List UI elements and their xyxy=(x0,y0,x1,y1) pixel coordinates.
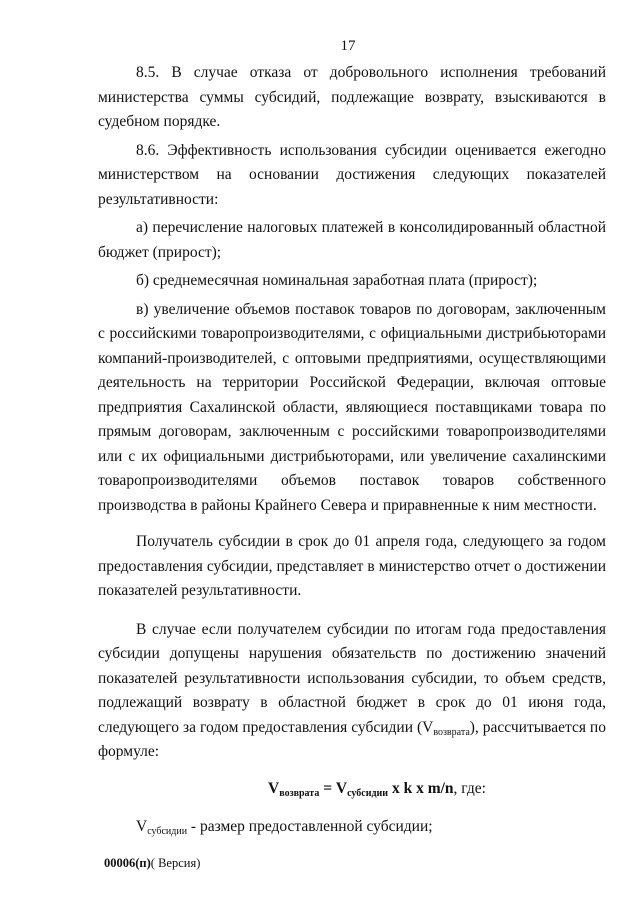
definition-sub: субсидии xyxy=(147,826,188,837)
formula-sub-subsidy: субсидии xyxy=(347,787,389,799)
definition-text: - размер предоставленной субсидии; xyxy=(187,818,433,835)
formula xyxy=(98,777,606,802)
definition-line xyxy=(98,815,606,840)
list-item-a: а) перечисление налоговых платежей в консолидированный областной бюджет (прирост); xyxy=(98,219,606,261)
page-number: 17 xyxy=(340,38,356,54)
paragraph-violation xyxy=(98,618,606,765)
formula-tail: , где: xyxy=(453,779,486,797)
formula-v: V xyxy=(268,779,280,797)
footer xyxy=(104,856,200,871)
violation-subscript: возврата xyxy=(433,726,470,738)
list-item-v: в) увеличение объемов поставок товаров по договорам, заключенным с российскими товаропроизводителями, с официальными дистрибьюторами компаний-производителей, с оптовыми предприятиями, осуществляющими деятельность на территории Российской Федерации, включая оптовые предприятия Сахалинской области, являющиеся поставщиками товара по прямым договорам, заключенным с российскими товаропроизводителями или с их официальными дистрибьюторами, или увеличение сахалинскими товаропроизводителями объемов поставок товаров собственного производства в районы Крайнего Севера и приравненные к ним местности. xyxy=(98,300,606,514)
footer-code: 00006(п) xyxy=(104,856,151,870)
formula-sub-return: возврата xyxy=(279,787,320,799)
footer-label: ( Версия) xyxy=(150,856,201,870)
violation-text-end: ), рассчитывается по формуле: xyxy=(98,718,606,760)
violation-text: В случае если получателем субсидии по итогам года предоставления субсидии допущены нарушения обязательств по достижению значений показателей результативности использования субсидии, то объем средств, подлежащий возврату в областной бюджет в срок до 01 июня года, следующего за годом предоставления субсидии (V xyxy=(98,620,606,736)
formula-rest: x k x m/n xyxy=(388,779,454,797)
paragraph-8-5: 8.5. В случае отказа от добровольного исполнения требований министерства суммы субсидий, подлежащие возврату, взыскиваются в судебном порядке. xyxy=(98,64,606,130)
paragraph-report: Получатель субсидии в срок до 01 апреля года, следующего за годом предоставления субсидии, представляет в министерство отчет о достижении показателей результативности. xyxy=(98,533,606,599)
paragraph-8-6: 8.6. Эффективность использования субсидии оценивается ежегодно министерством на основании достижения следующих показателей результативности: xyxy=(98,141,606,208)
list-item-b: б) среднемесячная номинальная заработная плата (прирост); xyxy=(136,272,538,289)
formula-eq: = V xyxy=(319,779,348,797)
definition-v: V xyxy=(136,818,148,835)
document-body xyxy=(98,61,606,840)
